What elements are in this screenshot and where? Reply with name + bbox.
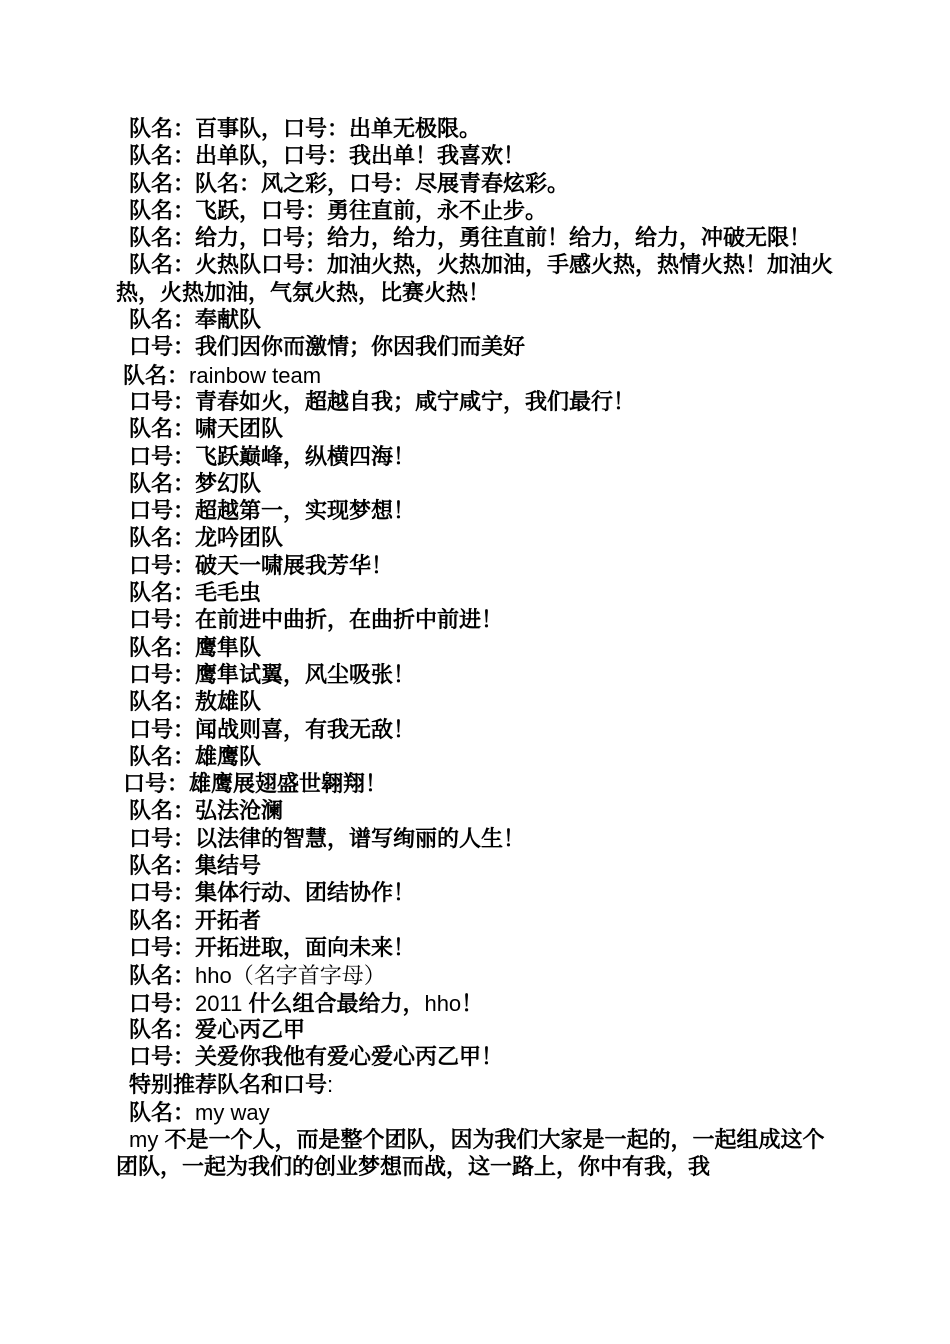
text-line: 口号：飞跃巅峰，纵横四海！ [129, 444, 416, 470]
text-line: 口号：开拓进取，面向未来！ [129, 935, 416, 961]
text-line [116, 1126, 836, 1182]
year-text: 2011 [195, 990, 249, 1016]
text-line: 队名：雄鹰队 [129, 744, 262, 770]
text-line [116, 990, 836, 1017]
text-line: 队名：飞跃，口号：勇往直前，永不止步。 [129, 198, 548, 224]
text-line: 口号：超越第一，实现梦想！ [129, 499, 416, 525]
team-name-text: hho（名字首字母） [195, 963, 386, 989]
text-line: 口号：在前进中曲折，在曲折中前进！ [129, 608, 504, 634]
text-line: 队名：开拓者 [129, 908, 262, 934]
label-text: 队名： [129, 1100, 196, 1126]
text-line: 队名：龙吟团队 [129, 526, 284, 552]
text-line: 口号：以法律的智慧，谱写绚丽的人生！ [129, 826, 526, 852]
text-line [116, 962, 836, 989]
text-line: 口号：鹰隼试翼，风尘吸张！ [129, 662, 416, 688]
text-line: 队名：集结号 [129, 854, 262, 880]
text-line: 队名：出单队，口号：我出单！我喜欢！ [129, 144, 526, 170]
text-line: 口号：雄鹰展翅盛世翱翔！ [123, 772, 388, 798]
team-initials-text: hho [424, 990, 462, 1016]
colon-text: : [327, 1072, 334, 1098]
text-line: 队名：鹰隼队 [129, 635, 262, 661]
text-line: 队名：毛毛虫 [129, 581, 262, 607]
text-line: 队名：火热队口号：加油火热，火热加油，手感火热，热情火热！加油火热，火热加油，气氛火热，比赛火热！ [116, 253, 834, 306]
text-line: 队名：百事队，口号：出单无极限。 [129, 117, 482, 142]
text-line: 口号：我们因你而激情；你因我们而美好 [129, 335, 526, 361]
team-name-text: my [129, 1126, 165, 1152]
text-line: 口号：关爱你我他有爱心爱心丙乙甲！ [129, 1045, 504, 1071]
text-line: 口号：青春如火，超越自我；咸宁咸宁，我们最行！ [129, 389, 636, 415]
paragraph-text: 不是一个人，而是整个团队，因为我们大家是一起的，一起组成这个团队，一起为我们的创业梦想而战，这一路上，你中有我，我 [116, 1127, 825, 1181]
text-line [116, 362, 836, 389]
text-line: 队名：敖雄队 [129, 690, 262, 716]
team-name-text: my way [195, 1099, 270, 1125]
text-line: 队名：奉献队 [129, 308, 262, 334]
exclaim-text: ！ [461, 991, 484, 1017]
text-line: 队名：队名：风之彩，口号：尽展青春炫彩。 [129, 171, 570, 197]
text-line [116, 1099, 836, 1126]
document-body [116, 116, 836, 1182]
label-text: 队名： [123, 363, 190, 389]
text-line: 队名：给力，口号；给力，给力，勇往直前！给力，给力，冲破无限！ [129, 226, 812, 252]
label-text: 队名： [129, 964, 196, 990]
text-line: 队名：梦幻队 [129, 471, 262, 497]
team-name-text: rainbow team [189, 362, 322, 388]
text-line [116, 1071, 836, 1098]
text-line: 口号：闻战则喜，有我无敌！ [129, 717, 416, 743]
text-line: 队名：啸天团队 [129, 417, 284, 443]
label-text: 口号： [129, 991, 196, 1017]
section-heading: 特别推荐队名和口号 [129, 1073, 328, 1099]
text-line: 队名：爱心丙乙甲 [129, 1017, 306, 1043]
text-line: 口号：破天一啸展我芳华！ [129, 553, 394, 579]
slogan-text: 什么组合最给力， [248, 991, 425, 1017]
text-line: 口号：集体行动、团结协作！ [129, 881, 416, 907]
text-line: 队名：弘法沧澜 [129, 799, 284, 825]
